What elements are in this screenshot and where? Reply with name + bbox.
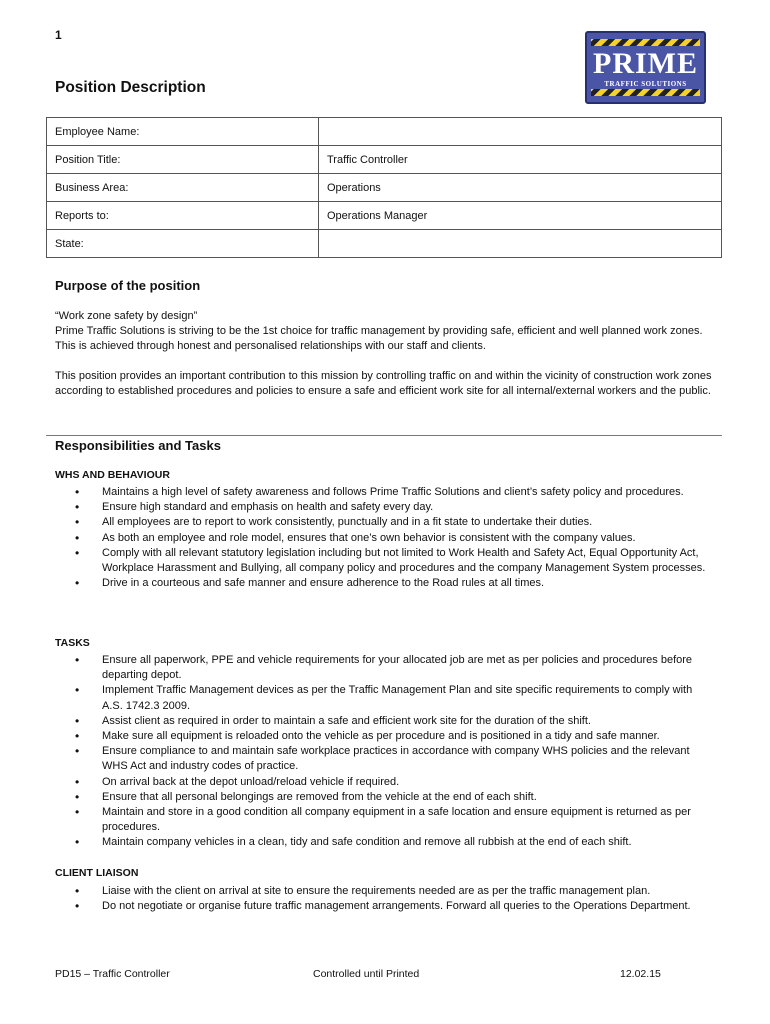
list-item: • All employees are to report to work consistently, punctually and in a fit state to undertake their duties. [55, 515, 715, 530]
business-area-label: Business Area: [47, 174, 319, 202]
hazard-stripe-bottom [591, 89, 700, 96]
list-item: • Ensure all paperwork, PPE and vehicle requirements for your allocated job are met as per policies and procedures before departing depot. [55, 653, 715, 683]
page-title: Position Description [55, 79, 206, 96]
purpose-paragraph-1: Prime Traffic Solutions is striving to be the 1st choice for traffic management by providing safe, efficient and well planned work zones. This is achieved through honest and personalised relationships with our staff and clients. [55, 325, 703, 352]
position-title-label: Position Title: [47, 146, 319, 174]
page-number: 1 [55, 28, 62, 42]
list-item: • Ensure high standard and emphasis on health and safety every day. [55, 500, 715, 515]
whs-list [55, 485, 715, 591]
list-item: • Assist client as required in order to maintain a safe and efficient work site for the duration of the shift. [55, 714, 715, 729]
responsibilities-heading: Responsibilities and Tasks [55, 438, 221, 453]
position-title-value: Traffic Controller [319, 146, 722, 174]
employee-name-value [319, 118, 722, 146]
list-item: • On arrival back at the depot unload/reload vehicle if required. [55, 775, 715, 790]
purpose-heading: Purpose of the position [55, 278, 201, 293]
position-info-table [46, 117, 722, 258]
tasks-heading: TASKS [55, 637, 90, 649]
client-liaison-heading: CLIENT LIAISON [55, 867, 139, 879]
purpose-paragraph-2: This position provides an important contribution to this mission by controlling traffic on and within the vicinity of construction work zones according to established procedures and policies to ensure a safe and efficient work site for all internal/external workers and the public. [55, 370, 712, 397]
list-item: • Drive in a courteous and safe manner and ensure adherence to the Road rules at all times. [55, 576, 715, 591]
logo-word: PRIME [593, 47, 698, 80]
list-item: • Liaise with the client on arrival at site to ensure the requirements needed are as per the traffic management plan. [55, 884, 715, 899]
section-divider [46, 435, 722, 436]
business-area-value: Operations [319, 174, 722, 202]
list-item: • Implement Traffic Management devices as per the Traffic Management Plan and site specific requirements to comply with A.S. 1742.3 2009. [55, 683, 715, 713]
employee-name-label: Employee Name: [47, 118, 319, 146]
table-row [47, 146, 722, 174]
footer-date: 12.02.15 [620, 968, 661, 980]
list-item: • Comply with all relevant statutory legislation including but not limited to Work Health and Safety Act, Equal Opportunity Act, Workplace Harassment and Bullying, all company policy and procedures and the company Management System processes. [55, 546, 715, 576]
list-item: • Ensure that all personal belongings are removed from the vehicle at the end of each shift. [55, 790, 715, 805]
reports-to-value: Operations Manager [319, 202, 722, 230]
table-row [47, 118, 722, 146]
state-label: State: [47, 230, 319, 258]
list-item: • Maintain company vehicles in a clean, tidy and safe condition and remove all rubbish at the end of each shift. [55, 835, 715, 850]
table-row [47, 202, 722, 230]
list-item: • As both an employee and role model, ensures that one’s own behavior is consistent with the company values. [55, 531, 715, 546]
prime-logo [585, 31, 706, 104]
purpose-quote: “Work zone safety by design” [55, 310, 198, 322]
logo-subtitle: TRAFFIC SOLUTIONS [604, 80, 687, 88]
table-row [47, 174, 722, 202]
list-item: • Maintain and store in a good condition all company equipment in a safe location and ensure equipment is returned as per procedures. [55, 805, 715, 835]
footer-doc-ref: PD15 – Traffic Controller [55, 968, 170, 980]
state-value [319, 230, 722, 258]
list-item: • Make sure all equipment is reloaded onto the vehicle as per procedure and is positioned in a tidy and safe manner. [55, 729, 715, 744]
reports-to-label: Reports to: [47, 202, 319, 230]
tasks-list [55, 653, 715, 851]
hazard-stripe-top [591, 39, 700, 46]
footer-control-note: Controlled until Printed [313, 968, 420, 980]
list-item: • Ensure compliance to and maintain safe workplace practices in accordance with company WHS policies and the relevant WHS Act and industry codes of practice. [55, 744, 715, 774]
table-row [47, 230, 722, 258]
client-liaison-list [55, 884, 715, 914]
list-item: • Maintains a high level of safety awareness and follows Prime Traffic Solutions and client’s safety policy and procedures. [55, 485, 715, 500]
list-item: • Do not negotiate or organise future traffic management arrangements. Forward all queries to the Operations Department. [55, 899, 715, 914]
whs-heading: WHS AND BEHAVIOUR [55, 469, 170, 481]
